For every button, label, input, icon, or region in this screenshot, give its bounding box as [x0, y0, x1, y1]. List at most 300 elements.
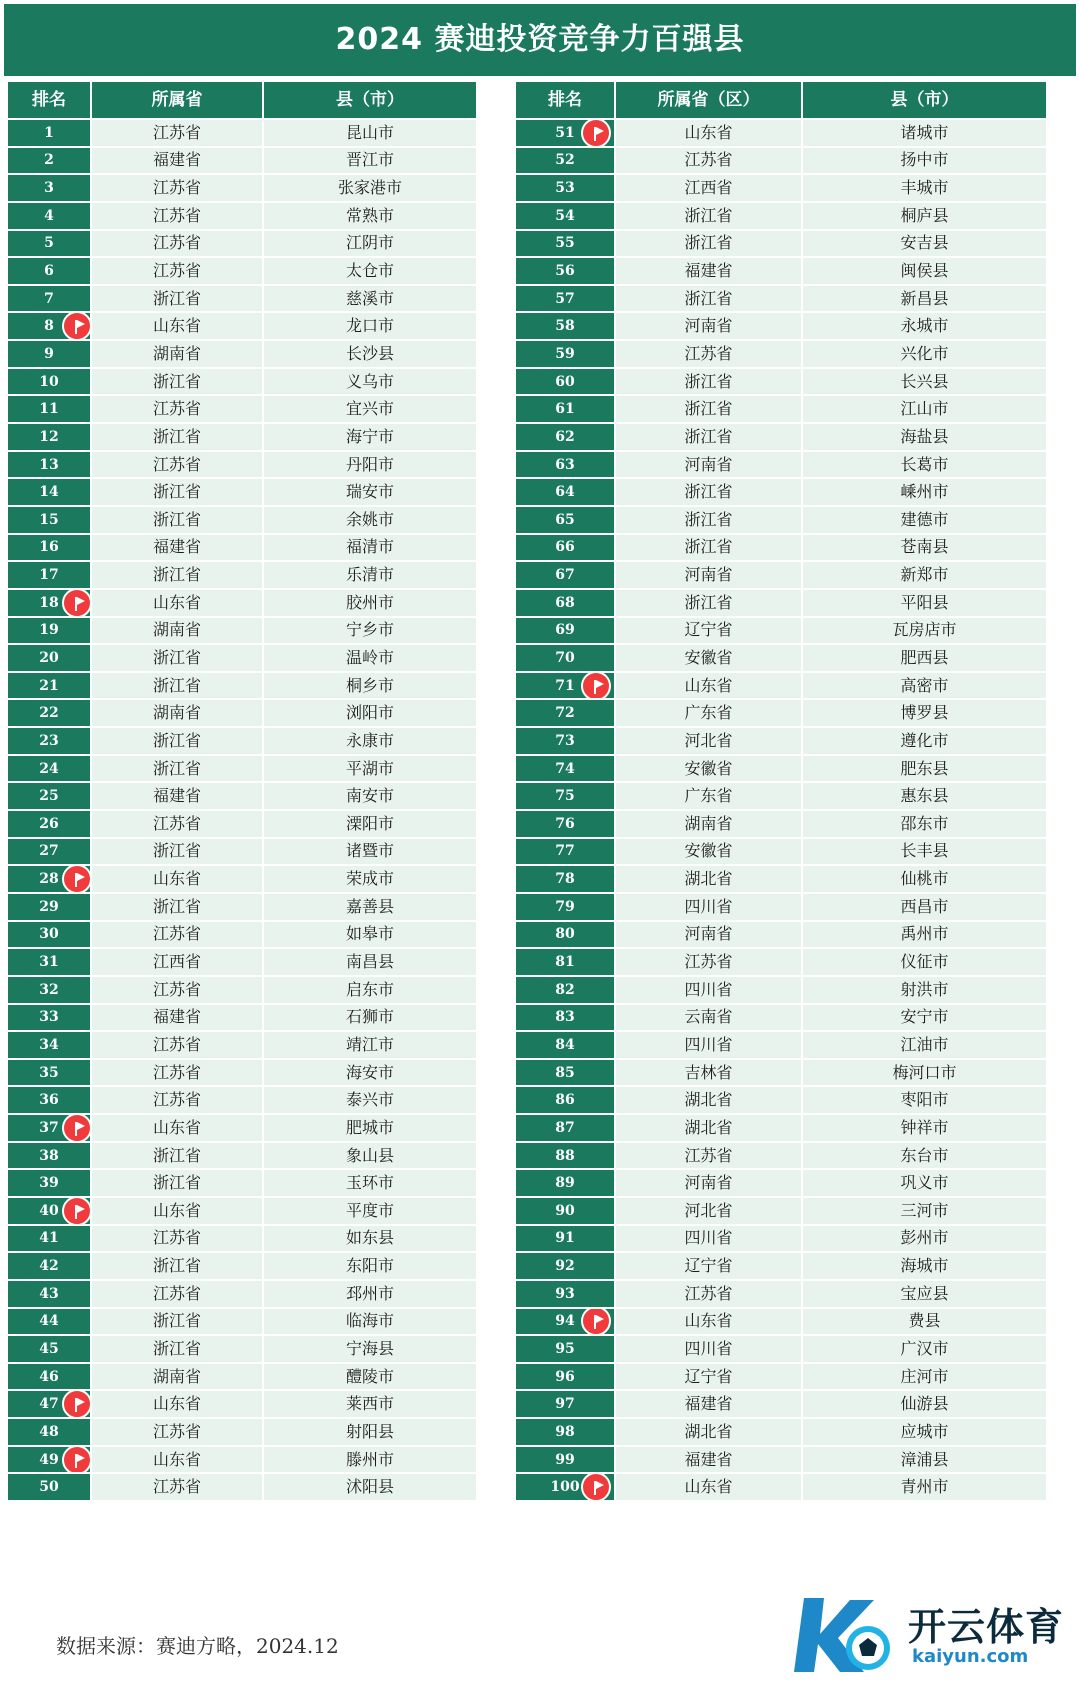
rank-text: 96 — [555, 1368, 575, 1385]
rank-text: 69 — [555, 622, 575, 639]
province-cell — [91, 976, 263, 1004]
county-text: 荣成市 — [345, 869, 394, 889]
county-text: 苍南县 — [900, 537, 949, 557]
rank-cell — [515, 1418, 615, 1446]
province-cell — [615, 1086, 802, 1114]
rank-text: 31 — [39, 954, 59, 971]
rank-cell — [7, 1280, 91, 1308]
province-cell — [91, 147, 263, 175]
county-cell — [802, 699, 1047, 727]
province-cell — [615, 1280, 802, 1308]
county-text: 晋江市 — [345, 150, 394, 170]
county-text: 桐庐县 — [900, 205, 949, 225]
rank-text: 91 — [555, 1230, 575, 1247]
rank-text: 81 — [555, 954, 575, 971]
rank-cell — [515, 340, 615, 368]
rank-cell — [515, 1446, 615, 1474]
rank-text: 50 — [39, 1479, 59, 1496]
province-cell — [91, 202, 263, 230]
county-cell — [802, 257, 1047, 285]
table-row — [7, 1335, 477, 1363]
county-text: 海城市 — [900, 1256, 949, 1276]
province-text: 山东省 — [152, 1117, 201, 1137]
province-cell — [91, 838, 263, 866]
rank-cell — [515, 285, 615, 313]
province-cell — [615, 782, 802, 810]
county-cell — [263, 672, 477, 700]
rank-cell — [7, 202, 91, 230]
county-text: 射洪市 — [900, 979, 949, 999]
flag-icon — [581, 119, 611, 147]
province-cell — [615, 672, 802, 700]
province-text: 浙江省 — [684, 426, 733, 446]
rank-text: 84 — [555, 1036, 575, 1053]
province-cell — [91, 257, 263, 285]
province-cell — [91, 1446, 263, 1474]
rank-text: 63 — [555, 456, 575, 473]
province-text: 浙江省 — [684, 537, 733, 557]
rank-text: 56 — [555, 263, 575, 280]
rank-cell — [7, 617, 91, 645]
table-row — [7, 948, 477, 976]
county-cell — [263, 368, 477, 396]
rank-text: 21 — [39, 677, 59, 694]
county-text: 如皋市 — [345, 924, 394, 944]
county-text: 安吉县 — [900, 233, 949, 253]
province-cell — [91, 1225, 263, 1253]
rank-text: 72 — [555, 705, 575, 722]
table-row — [7, 1363, 477, 1391]
province-text: 山东省 — [684, 1311, 733, 1331]
table-row — [7, 451, 477, 479]
county-cell — [802, 1031, 1047, 1059]
province-text: 浙江省 — [152, 1145, 201, 1165]
flag-icon — [62, 865, 91, 893]
table-row — [515, 644, 1047, 672]
rank-text: 46 — [39, 1368, 59, 1385]
table-row — [7, 202, 477, 230]
county-cell — [802, 727, 1047, 755]
table-row — [7, 561, 477, 589]
table-row — [7, 1252, 477, 1280]
county-cell — [802, 948, 1047, 976]
table-row — [7, 865, 477, 893]
rank-text: 61 — [555, 401, 575, 418]
county-text: 张家港市 — [337, 178, 402, 198]
rank-text: 28 — [39, 871, 59, 888]
table-row — [7, 285, 477, 313]
rank-text: 5 — [44, 235, 54, 252]
province-text: 山东省 — [152, 869, 201, 889]
province-cell — [615, 1114, 802, 1142]
county-text: 嘉善县 — [345, 896, 394, 916]
province-cell — [615, 423, 802, 451]
county-cell — [263, 257, 477, 285]
header-province: 所属省（区） — [615, 81, 802, 119]
county-text: 丰城市 — [900, 178, 949, 198]
province-text: 辽宁省 — [684, 1256, 733, 1276]
rank-cell — [7, 948, 91, 976]
rank-cell — [7, 478, 91, 506]
province-cell — [91, 478, 263, 506]
province-text: 福建省 — [684, 261, 733, 281]
rank-text: 65 — [555, 511, 575, 528]
county-text: 平度市 — [345, 1200, 394, 1220]
province-cell — [91, 810, 263, 838]
county-text: 乐清市 — [345, 565, 394, 585]
province-cell — [615, 1252, 802, 1280]
rank-cell — [515, 451, 615, 479]
rank-cell — [7, 1418, 91, 1446]
province-text: 浙江省 — [684, 205, 733, 225]
rank-cell — [7, 1169, 91, 1197]
county-cell — [802, 644, 1047, 672]
province-cell — [615, 865, 802, 893]
rank-cell — [7, 699, 91, 727]
logo-url: kaiyun.com — [912, 1646, 1029, 1667]
county-cell — [802, 478, 1047, 506]
table-row — [7, 893, 477, 921]
province-text: 湖北省 — [684, 1090, 733, 1110]
table-row — [7, 1473, 477, 1501]
province-text: 江苏省 — [684, 1145, 733, 1165]
province-cell — [615, 257, 802, 285]
rank-text: 60 — [555, 373, 575, 390]
rank-text: 4 — [44, 207, 54, 224]
rank-text: 32 — [39, 981, 59, 998]
county-text: 福清市 — [345, 537, 394, 557]
rank-cell — [7, 727, 91, 755]
table-row — [515, 1473, 1047, 1501]
rank-cell — [7, 838, 91, 866]
table-row — [7, 230, 477, 258]
table-row — [7, 506, 477, 534]
table-row — [7, 1086, 477, 1114]
province-cell — [615, 1473, 802, 1501]
rank-cell — [515, 478, 615, 506]
rank-text: 62 — [555, 428, 575, 445]
county-cell — [802, 865, 1047, 893]
rank-cell — [7, 755, 91, 783]
rank-text: 94 — [555, 1313, 575, 1330]
rank-text: 12 — [39, 428, 59, 445]
county-text: 泰兴市 — [345, 1090, 394, 1110]
province-text: 浙江省 — [684, 509, 733, 529]
flag-icon — [62, 1390, 91, 1418]
county-text: 东阳市 — [345, 1256, 394, 1276]
table-row — [7, 1308, 477, 1336]
province-text: 广东省 — [684, 786, 733, 806]
county-cell — [802, 285, 1047, 313]
county-cell — [802, 782, 1047, 810]
county-text: 邵东市 — [900, 813, 949, 833]
province-cell — [615, 1363, 802, 1391]
province-text: 福建省 — [152, 150, 201, 170]
flag-icon — [62, 1197, 91, 1225]
table-row — [7, 340, 477, 368]
county-text: 海盐县 — [900, 426, 949, 446]
county-text: 彭州市 — [900, 1228, 949, 1248]
rank-text: 37 — [39, 1119, 59, 1136]
county-cell — [263, 1418, 477, 1446]
table-row — [515, 395, 1047, 423]
table-row — [7, 617, 477, 645]
table-row — [515, 506, 1047, 534]
province-cell — [615, 285, 802, 313]
rank-cell — [7, 1059, 91, 1087]
rank-text: 13 — [39, 456, 59, 473]
rank-text: 2 — [44, 152, 54, 169]
county-text: 邳州市 — [345, 1283, 394, 1303]
province-cell — [615, 1059, 802, 1087]
table-row — [7, 312, 477, 340]
province-text: 浙江省 — [152, 841, 201, 861]
county-cell — [263, 1004, 477, 1032]
county-cell — [263, 838, 477, 866]
table-row — [515, 672, 1047, 700]
county-cell — [263, 782, 477, 810]
province-text: 山东省 — [152, 1200, 201, 1220]
county-text: 梅河口市 — [892, 1062, 957, 1082]
province-text: 浙江省 — [684, 371, 733, 391]
county-text: 漳浦县 — [900, 1449, 949, 1469]
rank-cell — [7, 1335, 91, 1363]
county-cell — [802, 506, 1047, 534]
rank-cell — [515, 617, 615, 645]
county-cell — [263, 644, 477, 672]
rank-text: 80 — [555, 926, 575, 943]
province-cell — [615, 1169, 802, 1197]
table-row — [515, 810, 1047, 838]
table-row — [7, 1059, 477, 1087]
rank-cell — [515, 561, 615, 589]
province-text: 四川省 — [684, 1034, 733, 1054]
rank-text: 45 — [39, 1341, 59, 1357]
province-text: 浙江省 — [152, 1256, 201, 1276]
table-row — [515, 534, 1047, 562]
province-text: 辽宁省 — [684, 1366, 733, 1386]
table-row — [515, 230, 1047, 258]
rank-text: 24 — [39, 760, 59, 777]
rank-text: 70 — [555, 649, 575, 666]
county-cell — [802, 451, 1047, 479]
province-cell — [91, 1114, 263, 1142]
county-cell — [263, 174, 477, 202]
province-cell — [91, 423, 263, 451]
rank-text: 86 — [555, 1092, 575, 1109]
province-cell — [615, 1335, 802, 1363]
table-row — [515, 1169, 1047, 1197]
county-cell — [802, 1280, 1047, 1308]
county-cell — [263, 1031, 477, 1059]
province-text: 江苏省 — [152, 233, 201, 253]
province-cell — [91, 1197, 263, 1225]
province-cell — [615, 948, 802, 976]
county-text: 溧阳市 — [345, 813, 394, 833]
table-row — [7, 589, 477, 617]
province-cell — [91, 230, 263, 258]
table-row — [515, 589, 1047, 617]
header-row — [7, 81, 477, 119]
province-cell — [615, 312, 802, 340]
province-text: 浙江省 — [684, 482, 733, 502]
rank-cell — [515, 368, 615, 396]
province-cell — [91, 644, 263, 672]
province-text: 浙江省 — [152, 1173, 201, 1193]
brand-logo — [790, 1590, 1070, 1680]
table-row — [515, 202, 1047, 230]
table-row — [515, 1252, 1047, 1280]
province-cell — [91, 395, 263, 423]
province-cell — [615, 174, 802, 202]
county-text: 诸城市 — [900, 122, 949, 142]
table-row — [515, 893, 1047, 921]
table-row — [515, 1004, 1047, 1032]
table-row — [515, 727, 1047, 755]
province-text: 四川省 — [684, 896, 733, 916]
rank-text: 58 — [555, 318, 575, 335]
county-cell — [263, 285, 477, 313]
county-cell — [802, 838, 1047, 866]
county-text: 长沙县 — [345, 343, 394, 363]
rank-cell — [515, 810, 615, 838]
province-text: 辽宁省 — [684, 620, 733, 640]
rank-text: 34 — [39, 1036, 59, 1053]
table-row — [7, 699, 477, 727]
province-text: 福建省 — [152, 1007, 201, 1027]
county-text: 海宁市 — [345, 426, 394, 446]
flag-icon — [62, 1114, 91, 1142]
province-text: 山东省 — [684, 675, 733, 695]
province-cell — [91, 865, 263, 893]
rank-text: 40 — [39, 1202, 59, 1219]
county-text: 醴陵市 — [345, 1366, 394, 1386]
province-cell — [91, 893, 263, 921]
table-row — [515, 1225, 1047, 1253]
rank-text: 9 — [44, 345, 54, 362]
kaiyun-logo-icon — [790, 1590, 900, 1678]
table-row — [515, 1114, 1047, 1142]
county-cell — [263, 1335, 477, 1363]
province-cell — [615, 589, 802, 617]
county-cell — [263, 755, 477, 783]
county-text: 肥城市 — [345, 1117, 394, 1137]
province-text: 山东省 — [152, 592, 201, 612]
province-cell — [91, 948, 263, 976]
rank-cell — [515, 921, 615, 949]
flag-icon — [581, 1308, 611, 1336]
province-text: 江苏省 — [152, 1283, 201, 1303]
province-text: 河南省 — [684, 454, 733, 474]
table-row — [515, 368, 1047, 396]
province-cell — [91, 1169, 263, 1197]
province-text: 浙江省 — [152, 426, 201, 446]
table-row — [515, 119, 1047, 147]
province-cell — [615, 1308, 802, 1336]
county-text: 闽侯县 — [900, 261, 949, 281]
province-text: 吉林省 — [684, 1062, 733, 1082]
rank-cell — [7, 1114, 91, 1142]
rank-cell — [515, 174, 615, 202]
province-cell — [91, 1335, 263, 1363]
county-cell — [263, 976, 477, 1004]
county-text: 玉环市 — [345, 1173, 394, 1193]
province-cell — [615, 534, 802, 562]
county-cell — [802, 147, 1047, 175]
table-row — [515, 1280, 1047, 1308]
county-cell — [802, 534, 1047, 562]
county-text: 龙口市 — [345, 316, 394, 336]
header-row — [515, 81, 1047, 119]
rank-text: 78 — [555, 871, 575, 888]
province-cell — [615, 893, 802, 921]
table-row — [7, 1114, 477, 1142]
county-cell — [802, 810, 1047, 838]
rank-text: 55 — [555, 235, 575, 252]
table-row — [7, 810, 477, 838]
rank-text: 52 — [555, 152, 575, 169]
table-row — [7, 755, 477, 783]
province-cell — [615, 340, 802, 368]
rank-cell — [515, 672, 615, 700]
province-text: 湖北省 — [684, 869, 733, 889]
county-text: 桐乡市 — [345, 675, 394, 695]
rank-text: 59 — [555, 345, 575, 362]
county-text: 温岭市 — [345, 647, 394, 667]
table-row — [7, 257, 477, 285]
county-cell — [263, 1252, 477, 1280]
county-text: 建德市 — [900, 509, 949, 529]
table-row — [7, 1031, 477, 1059]
rank-text: 83 — [555, 1009, 575, 1026]
province-text: 江苏省 — [152, 1477, 201, 1497]
county-text: 遵化市 — [900, 730, 949, 750]
header-province: 所属省 — [91, 81, 263, 119]
province-text: 湖北省 — [684, 1421, 733, 1441]
rank-text: 27 — [39, 843, 59, 860]
rank-cell — [7, 921, 91, 949]
table-row — [515, 478, 1047, 506]
province-cell — [615, 644, 802, 672]
county-cell — [263, 340, 477, 368]
province-text: 福建省 — [152, 786, 201, 806]
rank-cell — [7, 506, 91, 534]
flag-icon — [62, 1446, 91, 1474]
province-text: 浙江省 — [152, 758, 201, 778]
table-row — [515, 147, 1047, 175]
rank-text: 38 — [39, 1147, 59, 1164]
rank-text: 85 — [555, 1064, 575, 1081]
table-row — [7, 1280, 477, 1308]
table-row — [7, 1225, 477, 1253]
county-text: 临海市 — [345, 1311, 394, 1331]
province-cell — [91, 1059, 263, 1087]
logo-name: 开云体育 — [908, 1605, 1065, 1649]
rank-cell — [515, 147, 615, 175]
rank-cell — [515, 423, 615, 451]
county-cell — [263, 921, 477, 949]
county-cell — [802, 1363, 1047, 1391]
rank-text: 8 — [44, 318, 54, 335]
rank-cell — [515, 1252, 615, 1280]
flag-icon — [62, 312, 91, 340]
province-text: 河南省 — [684, 1173, 733, 1193]
province-text: 江苏省 — [152, 399, 201, 419]
rank-cell — [7, 340, 91, 368]
rank-cell — [515, 976, 615, 1004]
rank-cell — [515, 1225, 615, 1253]
county-text: 巩义市 — [900, 1173, 949, 1193]
